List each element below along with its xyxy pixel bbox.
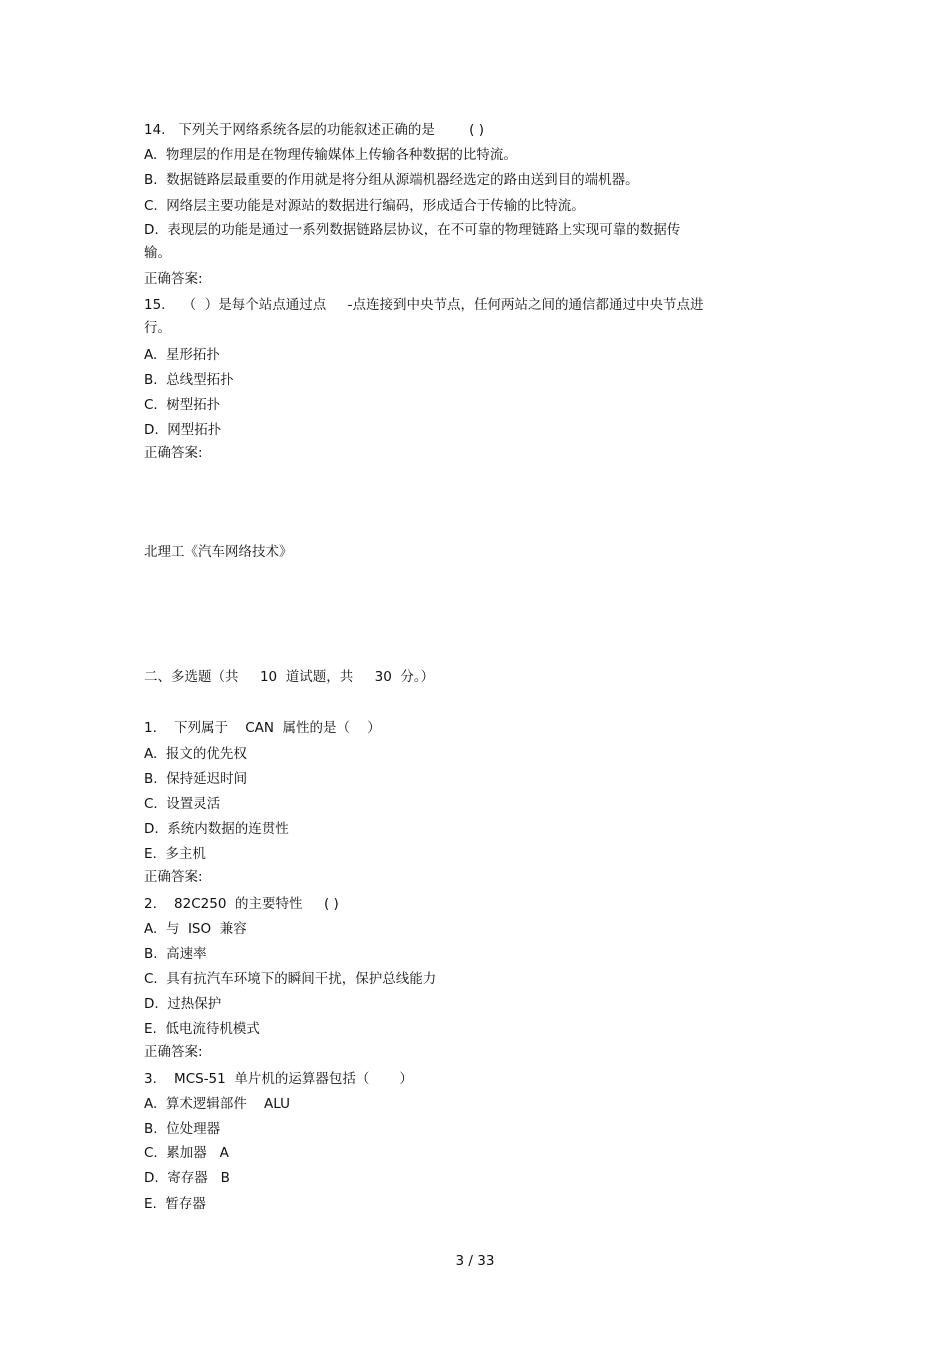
multi-question-2-stem: 2. 82C250 的主要特性 ( ) <box>144 896 339 912</box>
multi-question-3-option-a: A. 算术逻辑部件 ALU <box>144 1096 291 1112</box>
question-14-option-b: B. 数据链路层最重要的作用就是将分组从源端机器经选定的路由送到目的端机器。 <box>144 172 639 188</box>
multi-question-1-option-a: A. 报文的优先权 <box>144 746 247 762</box>
multi-question-3-option-d: D. 寄存器 B <box>144 1170 230 1186</box>
page-number: 3 / 33 <box>455 1253 495 1269</box>
multi-question-3-option-c: C. 累加器 A <box>144 1145 229 1161</box>
question-14-option-c: C. 网络层主要功能是对源站的数据进行编码，形成适合于传输的比特流。 <box>144 198 585 214</box>
multi-question-2-option-c: C. 具有抗汽车环境下的瞬间干扰，保护总线能力 <box>144 971 437 987</box>
multi-question-1-option-c: C. 设置灵活 <box>144 796 221 812</box>
multi-question-2-answer-label: 正确答案: <box>144 1044 203 1060</box>
multi-question-1-option-d: D. 系统内数据的连贯性 <box>144 821 289 837</box>
multi-question-3-option-e: E. 暂存器 <box>144 1196 206 1212</box>
question-15-answer-label: 正确答案: <box>144 445 203 461</box>
multi-question-1-option-b: B. 保持延迟时间 <box>144 771 248 787</box>
question-14-option-a: A. 物理层的作用是在物理传输媒体上传输各种数据的比特流。 <box>144 147 517 163</box>
question-15-option-a: A. 星形拓扑 <box>144 347 220 363</box>
multi-question-3-option-b: B. 位处理器 <box>144 1121 221 1137</box>
question-15-option-c: C. 树型拓扑 <box>144 397 221 413</box>
document-header-title: 北理工《汽车网络技术》 <box>144 544 293 560</box>
multi-question-2-option-e: E. 低电流待机模式 <box>144 1021 260 1037</box>
multi-question-1-stem: 1. 下列属于 CAN 属性的是（ ） <box>144 720 381 736</box>
question-15-stem: 15. （ ）是每个站点通过点 -点连接到中央节点，任何两站之间的通信都通过中央节点进 <box>144 297 704 313</box>
question-15-stem-continued: 行。 <box>144 320 171 336</box>
multi-question-1-answer-label: 正确答案: <box>144 869 203 885</box>
question-14-option-d: D. 表现层的功能是通过一系列数据链路层协议，在不可靠的物理链路上实现可靠的数据传 <box>144 222 681 238</box>
multi-question-1-option-e: E. 多主机 <box>144 846 206 862</box>
multi-question-2-option-d: D. 过热保护 <box>144 996 222 1012</box>
question-14-option-d-continued: 输。 <box>144 245 171 261</box>
question-15-option-b: B. 总线型拓扑 <box>144 372 234 388</box>
question-14-answer-label: 正确答案: <box>144 271 203 287</box>
section-title: 二、多选题（共 10 道试题，共 30 分。） <box>144 669 435 685</box>
question-15-option-d: D. 网型拓扑 <box>144 422 222 438</box>
multi-question-2-option-a: A. 与 ISO 兼容 <box>144 921 247 937</box>
multi-question-2-option-b: B. 高速率 <box>144 946 207 962</box>
multi-question-3-stem: 3. MCS-51 单片机的运算器包括（ ） <box>144 1071 413 1087</box>
question-14-stem: 14. 下列关于网络系统各层的功能叙述正确的是 ( ) <box>144 122 484 138</box>
